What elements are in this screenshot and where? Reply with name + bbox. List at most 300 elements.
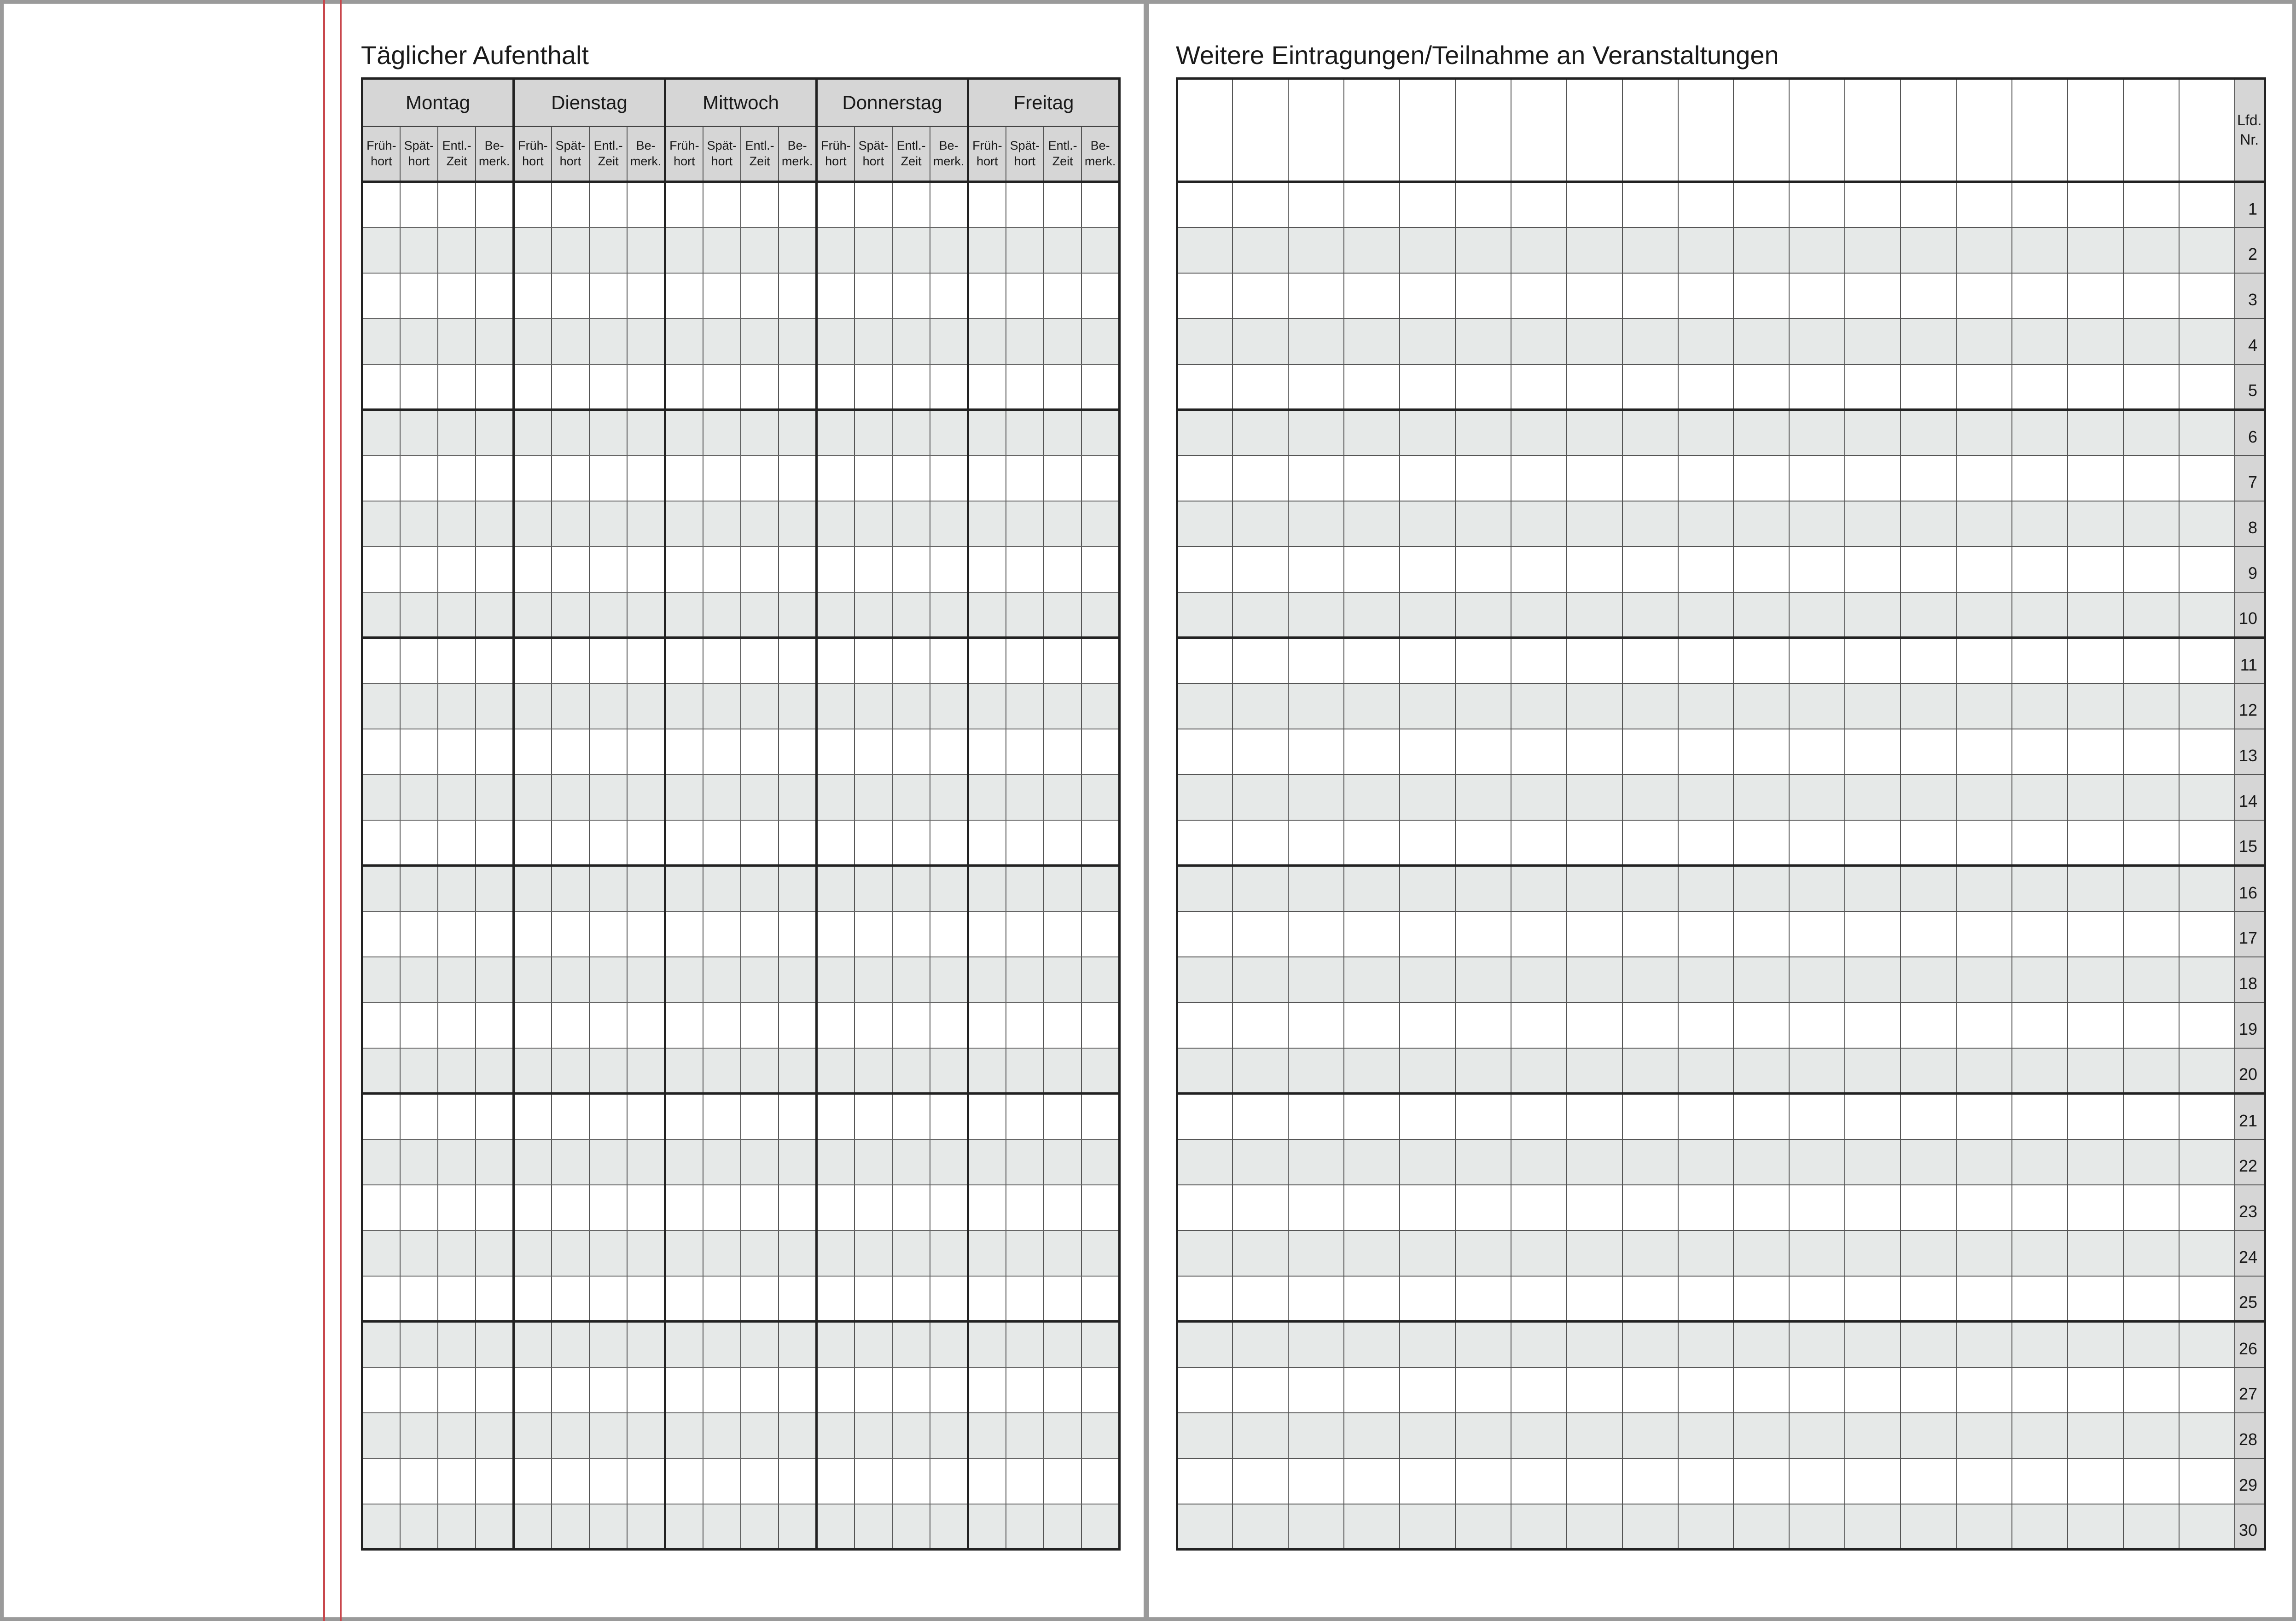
entry-cell[interactable]: [1622, 1458, 1678, 1504]
entry-cell[interactable]: [854, 1094, 892, 1139]
entry-cell[interactable]: [854, 273, 892, 319]
entry-cell[interactable]: [1006, 364, 1044, 410]
entry-cell[interactable]: [1901, 775, 1956, 820]
entry-cell[interactable]: [1678, 729, 1734, 775]
entry-cell[interactable]: [930, 1367, 968, 1413]
entry-cell[interactable]: [362, 775, 400, 820]
entry-cell[interactable]: [552, 1003, 589, 1048]
entry-cell[interactable]: [968, 1322, 1006, 1367]
entry-cell[interactable]: [1511, 638, 1567, 683]
entry-cell[interactable]: [514, 683, 552, 729]
entry-cell[interactable]: [1567, 683, 1622, 729]
entry-cell[interactable]: [2068, 182, 2123, 227]
entry-cell[interactable]: [1177, 501, 1233, 547]
entry-cell[interactable]: [1733, 1003, 1789, 1048]
entry-cell[interactable]: [1400, 683, 1455, 729]
entry-cell[interactable]: [741, 638, 779, 683]
entry-cell[interactable]: [1288, 1458, 1344, 1504]
entry-cell[interactable]: [476, 911, 513, 957]
entry-cell[interactable]: [552, 547, 589, 592]
entry-cell[interactable]: [665, 1367, 703, 1413]
entry-cell[interactable]: [1455, 273, 1511, 319]
entry-cell[interactable]: [779, 1458, 816, 1504]
entry-cell[interactable]: [552, 729, 589, 775]
entry-cell[interactable]: [817, 957, 854, 1003]
entry-cell[interactable]: [1567, 455, 1622, 501]
entry-cell[interactable]: [1956, 1276, 2012, 1322]
entry-cell[interactable]: [854, 1367, 892, 1413]
entry-cell[interactable]: [968, 1458, 1006, 1504]
entry-cell[interactable]: [930, 1048, 968, 1094]
entry-cell[interactable]: [817, 1276, 854, 1322]
entry-cell[interactable]: [968, 319, 1006, 364]
entry-cell[interactable]: [930, 1504, 968, 1550]
entry-cell[interactable]: [1845, 501, 1901, 547]
entry-cell[interactable]: [892, 911, 930, 957]
event-column-header[interactable]: [1622, 79, 1678, 182]
entry-cell[interactable]: [741, 775, 779, 820]
entry-cell[interactable]: [1344, 455, 1400, 501]
entry-cell[interactable]: [854, 547, 892, 592]
entry-cell[interactable]: [1901, 638, 1956, 683]
entry-cell[interactable]: [514, 1322, 552, 1367]
entry-cell[interactable]: [552, 820, 589, 866]
entry-cell[interactable]: [2179, 1367, 2235, 1413]
entry-cell[interactable]: [968, 1048, 1006, 1094]
entry-cell[interactable]: [1901, 1094, 1956, 1139]
entry-cell[interactable]: [1956, 1139, 2012, 1185]
entry-cell[interactable]: [1622, 911, 1678, 957]
entry-cell[interactable]: [1006, 182, 1044, 227]
entry-cell[interactable]: [400, 820, 438, 866]
entry-cell[interactable]: [1733, 1139, 1789, 1185]
entry-cell[interactable]: [1044, 1139, 1081, 1185]
entry-cell[interactable]: [1511, 1094, 1567, 1139]
entry-cell[interactable]: [1845, 911, 1901, 957]
entry-cell[interactable]: [1845, 364, 1901, 410]
entry-cell[interactable]: [1177, 1185, 1233, 1230]
entry-cell[interactable]: [1400, 592, 1455, 638]
entry-cell[interactable]: [703, 182, 741, 227]
entry-cell[interactable]: [1789, 957, 1845, 1003]
entry-cell[interactable]: [1511, 1185, 1567, 1230]
entry-cell[interactable]: [1344, 911, 1400, 957]
entry-cell[interactable]: [1400, 1094, 1455, 1139]
entry-cell[interactable]: [1567, 1322, 1622, 1367]
entry-cell[interactable]: [2068, 273, 2123, 319]
entry-cell[interactable]: [2123, 1413, 2179, 1458]
entry-cell[interactable]: [1622, 1185, 1678, 1230]
entry-cell[interactable]: [552, 455, 589, 501]
entry-cell[interactable]: [438, 957, 476, 1003]
entry-cell[interactable]: [1901, 182, 1956, 227]
entry-cell[interactable]: [1733, 1276, 1789, 1322]
entry-cell[interactable]: [1232, 775, 1288, 820]
entry-cell[interactable]: [703, 547, 741, 592]
entry-cell[interactable]: [1511, 1367, 1567, 1413]
entry-cell[interactable]: [1845, 1139, 1901, 1185]
entry-cell[interactable]: [1678, 866, 1734, 911]
entry-cell[interactable]: [779, 1048, 816, 1094]
event-column-header[interactable]: [1455, 79, 1511, 182]
entry-cell[interactable]: [400, 729, 438, 775]
entry-cell[interactable]: [665, 775, 703, 820]
entry-cell[interactable]: [1789, 1504, 1845, 1550]
entry-cell[interactable]: [1678, 1458, 1734, 1504]
entry-cell[interactable]: [1845, 1185, 1901, 1230]
entry-cell[interactable]: [1288, 911, 1344, 957]
entry-cell[interactable]: [1232, 1322, 1288, 1367]
entry-cell[interactable]: [968, 455, 1006, 501]
entry-cell[interactable]: [2123, 1094, 2179, 1139]
entry-cell[interactable]: [665, 1458, 703, 1504]
entry-cell[interactable]: [552, 1322, 589, 1367]
entry-cell[interactable]: [1177, 455, 1233, 501]
entry-cell[interactable]: [514, 1230, 552, 1276]
entry-cell[interactable]: [552, 1230, 589, 1276]
entry-cell[interactable]: [1455, 729, 1511, 775]
entry-cell[interactable]: [1901, 547, 1956, 592]
entry-cell[interactable]: [1845, 410, 1901, 455]
entry-cell[interactable]: [854, 911, 892, 957]
entry-cell[interactable]: [362, 455, 400, 501]
entry-cell[interactable]: [1733, 547, 1789, 592]
entry-cell[interactable]: [665, 364, 703, 410]
entry-cell[interactable]: [2068, 501, 2123, 547]
entry-cell[interactable]: [779, 501, 816, 547]
entry-cell[interactable]: [2068, 547, 2123, 592]
event-column-header[interactable]: [1288, 79, 1344, 182]
entry-cell[interactable]: [703, 364, 741, 410]
entry-cell[interactable]: [2179, 1504, 2235, 1550]
entry-cell[interactable]: [817, 410, 854, 455]
entry-cell[interactable]: [1006, 638, 1044, 683]
entry-cell[interactable]: [476, 866, 513, 911]
entry-cell[interactable]: [1177, 273, 1233, 319]
entry-cell[interactable]: [1081, 729, 1119, 775]
entry-cell[interactable]: [779, 1504, 816, 1550]
entry-cell[interactable]: [703, 775, 741, 820]
entry-cell[interactable]: [1567, 319, 1622, 364]
entry-cell[interactable]: [400, 547, 438, 592]
entry-cell[interactable]: [741, 911, 779, 957]
entry-cell[interactable]: [400, 364, 438, 410]
entry-cell[interactable]: [362, 866, 400, 911]
entry-cell[interactable]: [627, 227, 665, 273]
entry-cell[interactable]: [552, 1094, 589, 1139]
entry-cell[interactable]: [2012, 410, 2068, 455]
entry-cell[interactable]: [476, 410, 513, 455]
entry-cell[interactable]: [1845, 547, 1901, 592]
entry-cell[interactable]: [2179, 683, 2235, 729]
entry-cell[interactable]: [438, 227, 476, 273]
entry-cell[interactable]: [1400, 227, 1455, 273]
entry-cell[interactable]: [2012, 1504, 2068, 1550]
entry-cell[interactable]: [968, 1003, 1006, 1048]
entry-cell[interactable]: [2123, 1322, 2179, 1367]
entry-cell[interactable]: [1344, 410, 1400, 455]
entry-cell[interactable]: [627, 1139, 665, 1185]
entry-cell[interactable]: [2012, 1230, 2068, 1276]
entry-cell[interactable]: [438, 364, 476, 410]
entry-cell[interactable]: [741, 729, 779, 775]
entry-cell[interactable]: [2012, 683, 2068, 729]
entry-cell[interactable]: [1789, 638, 1845, 683]
entry-cell[interactable]: [1232, 227, 1288, 273]
entry-cell[interactable]: [1455, 182, 1511, 227]
entry-cell[interactable]: [1400, 820, 1455, 866]
entry-cell[interactable]: [741, 1367, 779, 1413]
entry-cell[interactable]: [665, 1504, 703, 1550]
entry-cell[interactable]: [817, 729, 854, 775]
entry-cell[interactable]: [1622, 227, 1678, 273]
entry-cell[interactable]: [2068, 1230, 2123, 1276]
entry-cell[interactable]: [1733, 1094, 1789, 1139]
entry-cell[interactable]: [1901, 820, 1956, 866]
entry-cell[interactable]: [854, 775, 892, 820]
entry-cell[interactable]: [2012, 775, 2068, 820]
entry-cell[interactable]: [2123, 1367, 2179, 1413]
entry-cell[interactable]: [741, 820, 779, 866]
entry-cell[interactable]: [2123, 273, 2179, 319]
entry-cell[interactable]: [817, 501, 854, 547]
entry-cell[interactable]: [1733, 501, 1789, 547]
entry-cell[interactable]: [476, 957, 513, 1003]
entry-cell[interactable]: [2012, 866, 2068, 911]
entry-cell[interactable]: [2123, 592, 2179, 638]
entry-cell[interactable]: [400, 1504, 438, 1550]
entry-cell[interactable]: [589, 319, 627, 364]
entry-cell[interactable]: [438, 1230, 476, 1276]
entry-cell[interactable]: [1845, 1230, 1901, 1276]
entry-cell[interactable]: [854, 866, 892, 911]
entry-cell[interactable]: [514, 592, 552, 638]
entry-cell[interactable]: [930, 1185, 968, 1230]
entry-cell[interactable]: [1567, 775, 1622, 820]
entry-cell[interactable]: [1901, 911, 1956, 957]
entry-cell[interactable]: [1845, 1276, 1901, 1322]
entry-cell[interactable]: [2068, 820, 2123, 866]
entry-cell[interactable]: [2068, 1003, 2123, 1048]
entry-cell[interactable]: [779, 729, 816, 775]
entry-cell[interactable]: [1344, 592, 1400, 638]
event-column-header[interactable]: [1177, 79, 1233, 182]
entry-cell[interactable]: [930, 1094, 968, 1139]
entry-cell[interactable]: [1177, 866, 1233, 911]
entry-cell[interactable]: [1678, 364, 1734, 410]
entry-cell[interactable]: [1678, 1094, 1734, 1139]
entry-cell[interactable]: [1455, 911, 1511, 957]
entry-cell[interactable]: [2123, 1048, 2179, 1094]
entry-cell[interactable]: [2068, 866, 2123, 911]
entry-cell[interactable]: [817, 683, 854, 729]
entry-cell[interactable]: [514, 1048, 552, 1094]
entry-cell[interactable]: [1678, 957, 1734, 1003]
entry-cell[interactable]: [1232, 319, 1288, 364]
entry-cell[interactable]: [400, 592, 438, 638]
entry-cell[interactable]: [552, 1367, 589, 1413]
entry-cell[interactable]: [968, 775, 1006, 820]
entry-cell[interactable]: [1901, 1458, 1956, 1504]
entry-cell[interactable]: [589, 1139, 627, 1185]
entry-cell[interactable]: [476, 1185, 513, 1230]
entry-cell[interactable]: [1678, 1048, 1734, 1094]
entry-cell[interactable]: [438, 911, 476, 957]
entry-cell[interactable]: [1177, 775, 1233, 820]
entry-cell[interactable]: [1789, 1458, 1845, 1504]
entry-cell[interactable]: [552, 638, 589, 683]
entry-cell[interactable]: [892, 1413, 930, 1458]
entry-cell[interactable]: [1400, 410, 1455, 455]
event-column-header[interactable]: [2012, 79, 2068, 182]
entry-cell[interactable]: [2179, 1003, 2235, 1048]
entry-cell[interactable]: [400, 273, 438, 319]
entry-cell[interactable]: [362, 501, 400, 547]
entry-cell[interactable]: [892, 1276, 930, 1322]
entry-cell[interactable]: [1400, 911, 1455, 957]
entry-cell[interactable]: [854, 729, 892, 775]
entry-cell[interactable]: [1455, 866, 1511, 911]
entry-cell[interactable]: [741, 1230, 779, 1276]
entry-cell[interactable]: [476, 592, 513, 638]
entry-cell[interactable]: [514, 501, 552, 547]
entry-cell[interactable]: [400, 1322, 438, 1367]
entry-cell[interactable]: [589, 1185, 627, 1230]
entry-cell[interactable]: [2123, 866, 2179, 911]
entry-cell[interactable]: [968, 866, 1006, 911]
entry-cell[interactable]: [1288, 957, 1344, 1003]
entry-cell[interactable]: [589, 501, 627, 547]
entry-cell[interactable]: [2012, 911, 2068, 957]
entry-cell[interactable]: [779, 227, 816, 273]
entry-cell[interactable]: [1081, 1322, 1119, 1367]
entry-cell[interactable]: [1044, 1003, 1081, 1048]
entry-cell[interactable]: [1177, 1276, 1233, 1322]
entry-cell[interactable]: [476, 1094, 513, 1139]
entry-cell[interactable]: [1678, 1185, 1734, 1230]
entry-cell[interactable]: [552, 1185, 589, 1230]
entry-cell[interactable]: [930, 638, 968, 683]
entry-cell[interactable]: [703, 410, 741, 455]
entry-cell[interactable]: [854, 1139, 892, 1185]
entry-cell[interactable]: [627, 547, 665, 592]
entry-cell[interactable]: [1400, 729, 1455, 775]
entry-cell[interactable]: [968, 1367, 1006, 1413]
entry-cell[interactable]: [589, 683, 627, 729]
entry-cell[interactable]: [1232, 1230, 1288, 1276]
entry-cell[interactable]: [1511, 820, 1567, 866]
entry-cell[interactable]: [1789, 820, 1845, 866]
entry-cell[interactable]: [2123, 1139, 2179, 1185]
entry-cell[interactable]: [1678, 775, 1734, 820]
entry-cell[interactable]: [362, 729, 400, 775]
entry-cell[interactable]: [1006, 273, 1044, 319]
entry-cell[interactable]: [1044, 1322, 1081, 1367]
entry-cell[interactable]: [1956, 410, 2012, 455]
entry-cell[interactable]: [438, 182, 476, 227]
entry-cell[interactable]: [2012, 957, 2068, 1003]
entry-cell[interactable]: [1845, 638, 1901, 683]
entry-cell[interactable]: [476, 1230, 513, 1276]
entry-cell[interactable]: [2012, 820, 2068, 866]
entry-cell[interactable]: [1567, 1230, 1622, 1276]
entry-cell[interactable]: [1081, 1094, 1119, 1139]
entry-cell[interactable]: [514, 638, 552, 683]
entry-cell[interactable]: [930, 364, 968, 410]
entry-cell[interactable]: [552, 1504, 589, 1550]
entry-cell[interactable]: [1288, 319, 1344, 364]
entry-cell[interactable]: [1006, 1458, 1044, 1504]
entry-cell[interactable]: [741, 410, 779, 455]
entry-cell[interactable]: [741, 1185, 779, 1230]
entry-cell[interactable]: [1511, 1458, 1567, 1504]
entry-cell[interactable]: [552, 592, 589, 638]
entry-cell[interactable]: [892, 638, 930, 683]
entry-cell[interactable]: [589, 1003, 627, 1048]
entry-cell[interactable]: [1455, 501, 1511, 547]
entry-cell[interactable]: [665, 729, 703, 775]
entry-cell[interactable]: [1678, 501, 1734, 547]
entry-cell[interactable]: [817, 1003, 854, 1048]
entry-cell[interactable]: [1678, 273, 1734, 319]
entry-cell[interactable]: [1177, 683, 1233, 729]
entry-cell[interactable]: [817, 182, 854, 227]
entry-cell[interactable]: [476, 1139, 513, 1185]
entry-cell[interactable]: [627, 1413, 665, 1458]
entry-cell[interactable]: [1400, 1048, 1455, 1094]
entry-cell[interactable]: [1622, 364, 1678, 410]
entry-cell[interactable]: [400, 866, 438, 911]
entry-cell[interactable]: [552, 1276, 589, 1322]
entry-cell[interactable]: [627, 1230, 665, 1276]
entry-cell[interactable]: [2179, 866, 2235, 911]
entry-cell[interactable]: [2123, 410, 2179, 455]
entry-cell[interactable]: [2179, 455, 2235, 501]
entry-cell[interactable]: [2012, 1276, 2068, 1322]
entry-cell[interactable]: [1511, 547, 1567, 592]
entry-cell[interactable]: [1232, 729, 1288, 775]
entry-cell[interactable]: [1044, 911, 1081, 957]
entry-cell[interactable]: [1956, 638, 2012, 683]
entry-cell[interactable]: [627, 1458, 665, 1504]
entry-cell[interactable]: [1901, 455, 1956, 501]
entry-cell[interactable]: [362, 820, 400, 866]
entry-cell[interactable]: [665, 1413, 703, 1458]
entry-cell[interactable]: [741, 455, 779, 501]
entry-cell[interactable]: [1006, 1276, 1044, 1322]
entry-cell[interactable]: [1845, 957, 1901, 1003]
entry-cell[interactable]: [892, 1322, 930, 1367]
entry-cell[interactable]: [968, 911, 1006, 957]
entry-cell[interactable]: [817, 638, 854, 683]
entry-cell[interactable]: [1400, 455, 1455, 501]
entry-cell[interactable]: [1622, 1048, 1678, 1094]
entry-cell[interactable]: [2123, 364, 2179, 410]
entry-cell[interactable]: [438, 1413, 476, 1458]
entry-cell[interactable]: [1622, 1367, 1678, 1413]
entry-cell[interactable]: [1232, 1139, 1288, 1185]
entry-cell[interactable]: [2179, 501, 2235, 547]
entry-cell[interactable]: [362, 1139, 400, 1185]
entry-cell[interactable]: [1044, 1185, 1081, 1230]
entry-cell[interactable]: [476, 547, 513, 592]
entry-cell[interactable]: [1901, 364, 1956, 410]
entry-cell[interactable]: [1455, 455, 1511, 501]
entry-cell[interactable]: [552, 227, 589, 273]
entry-cell[interactable]: [1288, 182, 1344, 227]
entry-cell[interactable]: [476, 273, 513, 319]
entry-cell[interactable]: [1845, 227, 1901, 273]
